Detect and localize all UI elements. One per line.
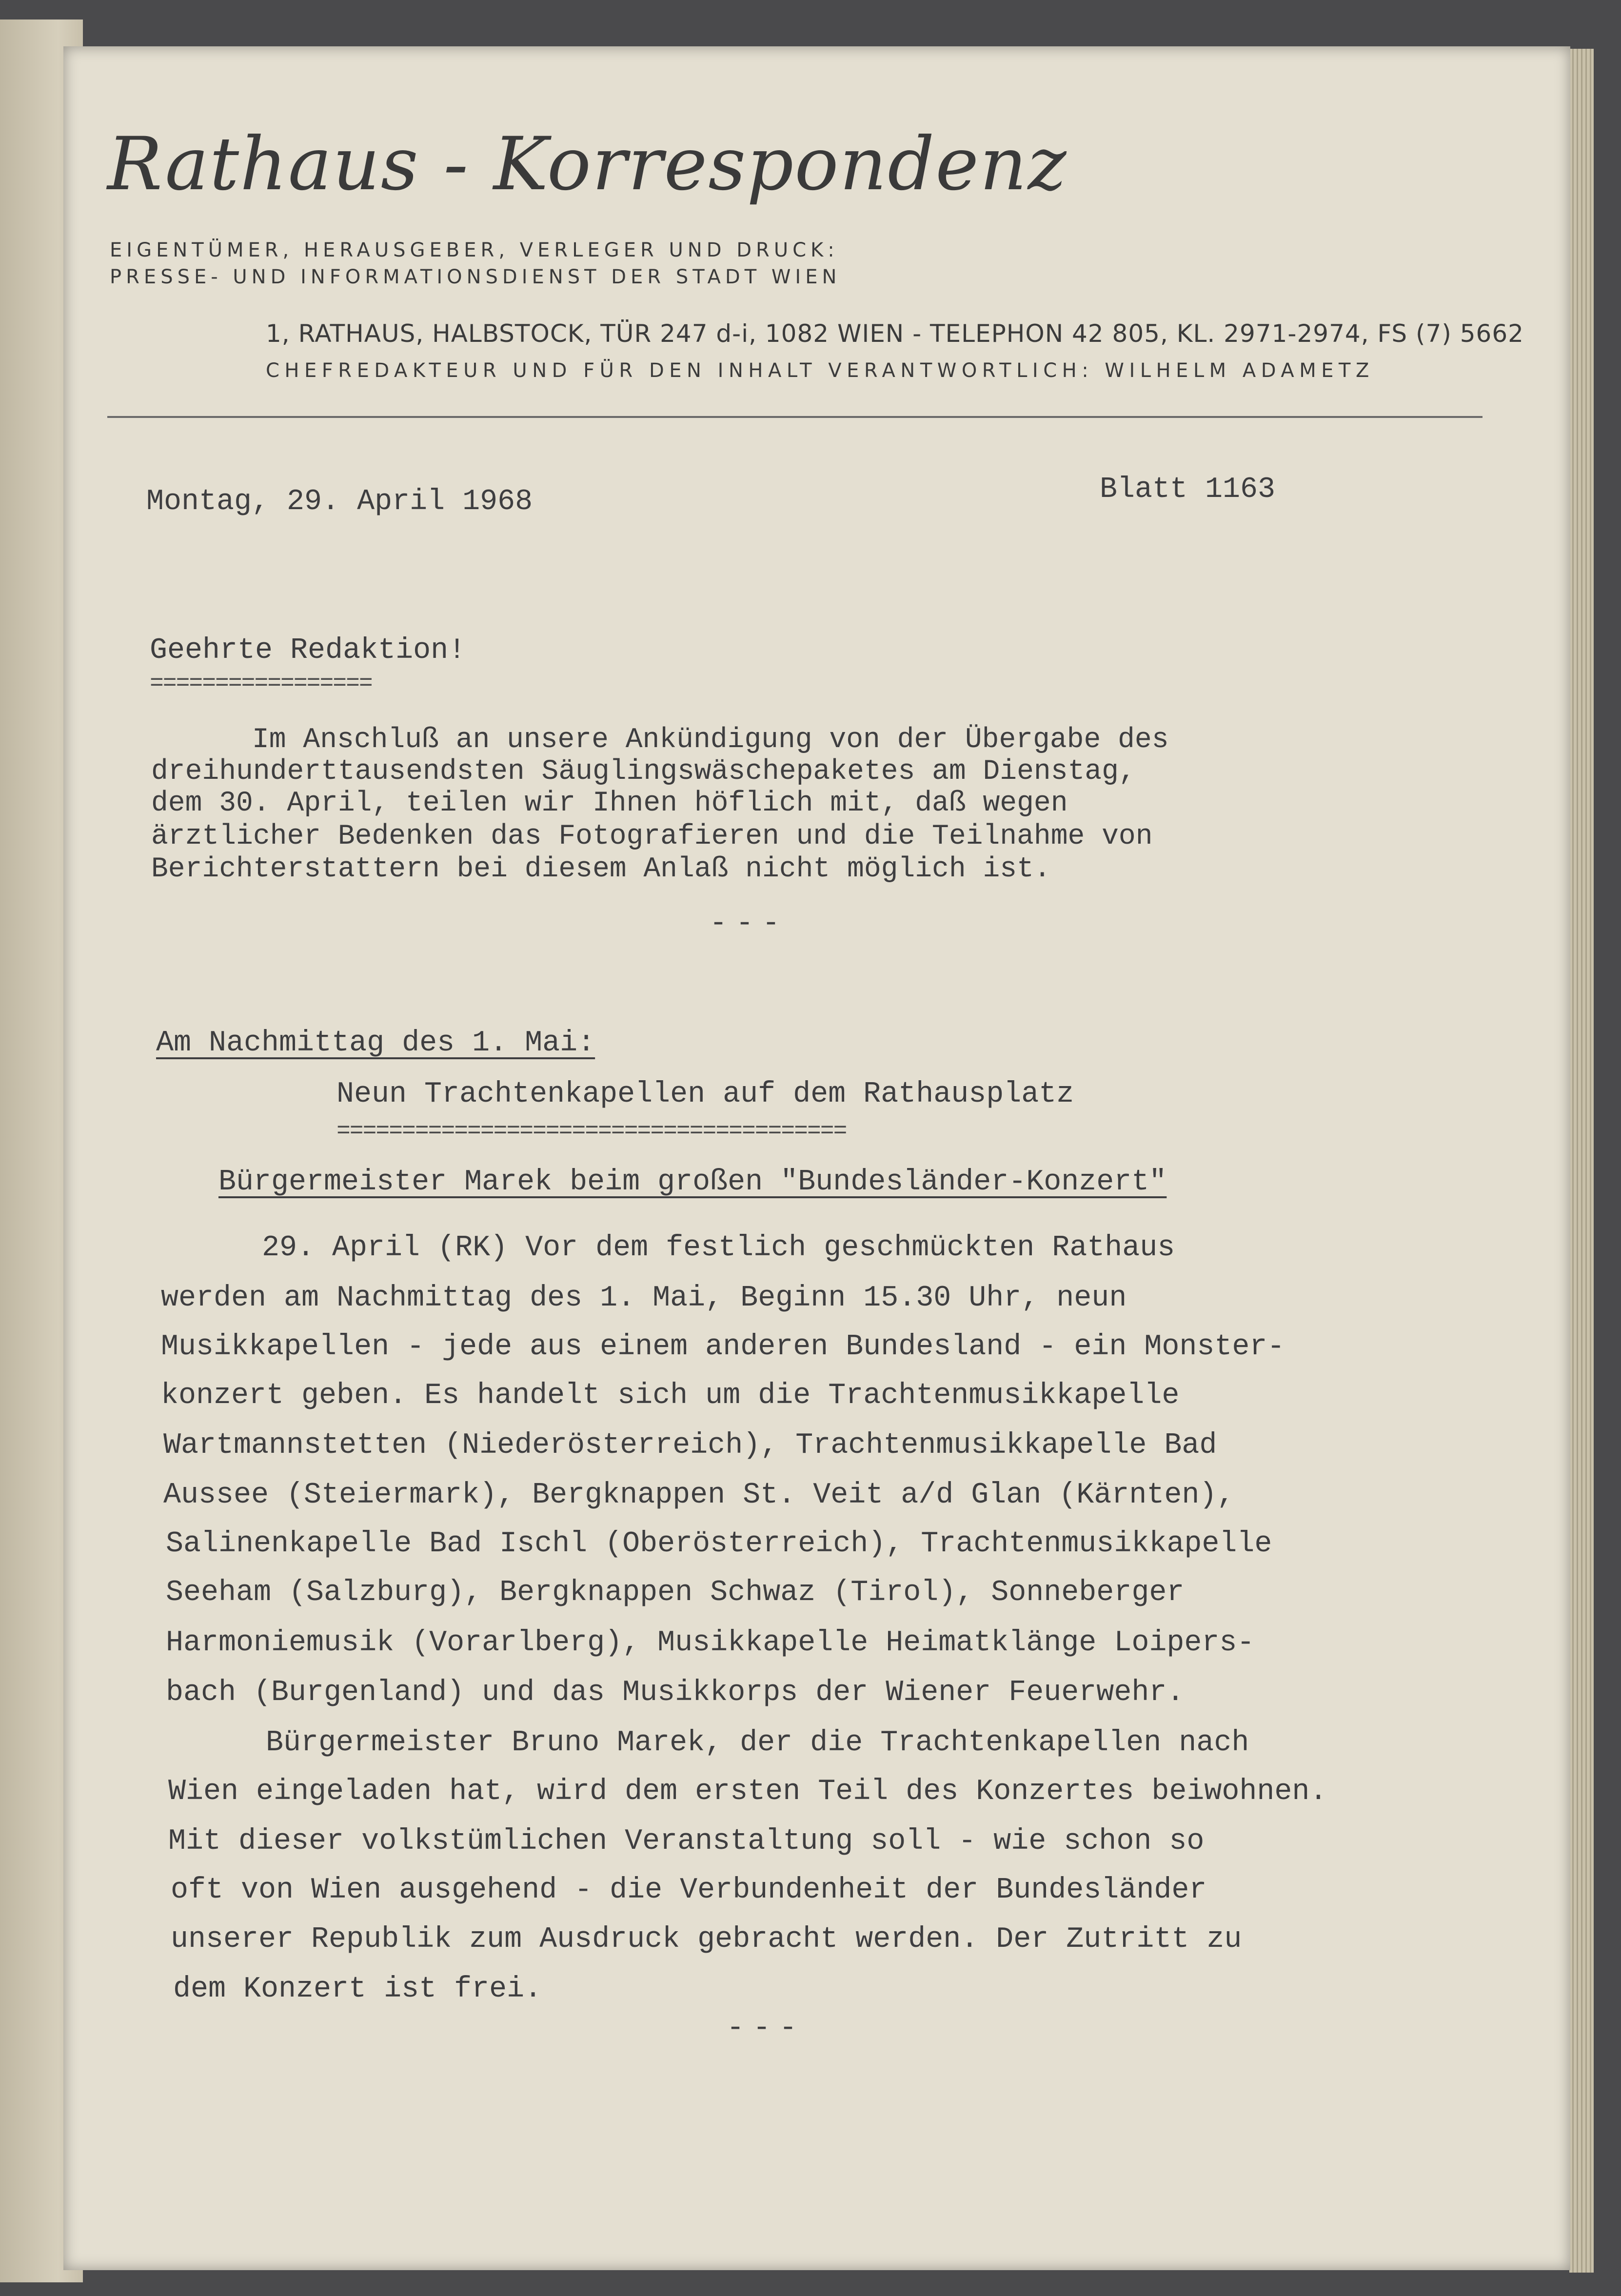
notice-line-3: dem 30. April, teilen wir Ihnen höflich mit, daß wegen	[151, 788, 1068, 819]
notice-line-1: Im Anschluß an unsere Ankündigung von der Übergabe des	[252, 724, 1169, 756]
article-headline: Neun Trachtenkapellen auf dem Rathausplatz	[336, 1078, 1074, 1111]
body-line-11: Bürgermeister Bruno Marek, der die Trachtenkapellen nach	[266, 1726, 1249, 1760]
page-stack-edge	[1569, 49, 1594, 2273]
body-line-14: oft von Wien ausgehend - die Verbundenheit der Bundesländer	[171, 1874, 1207, 1907]
masthead-rule	[107, 416, 1483, 418]
body-line-7: Salinenkapelle Bad Ischl (Oberösterreich), Trachtenmusikkapelle	[166, 1527, 1272, 1561]
body-line-10: bach (Burgenland) und das Musikkorps der Wiener Feuerwehr.	[166, 1676, 1185, 1709]
notice-line-2: dreihunderttausendsten Säuglingswäschepaketes am Dienstag,	[151, 756, 1136, 788]
body-line-4: konzert geben. Es handelt sich um die Trachtenmusikkapelle	[161, 1379, 1180, 1412]
body-line-16: dem Konzert ist frei.	[173, 1973, 542, 2006]
body-line-6: Aussee (Steiermark), Bergknappen St. Veit a/d Glan (Kärnten),	[163, 1479, 1235, 1512]
body-line-8: Seeham (Salzburg), Bergknappen Schwaz (Tirol), Sonneberger	[166, 1576, 1185, 1609]
masthead-address: 1, RATHAUS, HALBSTOCK, TÜR 247 d-i, 1082 WIEN - TELEPHON 42 805, KL. 2971-2974, FS (7) 5662	[266, 319, 1524, 348]
notice-line-4: ärztlicher Bedenken das Fotografieren und die Teilnahme von	[151, 821, 1153, 852]
sheet-number: Blatt 1163	[1100, 473, 1276, 506]
article-separator: ---	[727, 2012, 806, 2045]
body-line-1: 29. April (RK) Vor dem festlich geschmückten Rathaus	[262, 1231, 1175, 1265]
body-line-2: werden am Nachmittag des 1. Mai, Beginn 15.30 Uhr, neun	[161, 1282, 1127, 1315]
salutation-underline: =================	[150, 671, 372, 697]
body-line-15: unserer Republik zum Ausdruck gebracht werden. Der Zutritt zu	[171, 1923, 1242, 1956]
headline-rule: =======================================	[336, 1118, 847, 1145]
masthead-service-line: PRESSE- UND INFORMATIONSDIENST DER STADT WIEN	[110, 266, 841, 288]
body-line-13: Mit dieser volkstümlichen Veranstaltung soll - wie schon so	[168, 1825, 1205, 1858]
salutation: Geehrte Redaktion!	[150, 634, 466, 667]
article-kicker: Am Nachmittag des 1. Mai:	[156, 1027, 595, 1060]
masthead-publisher-line: EIGENTÜMER, HERAUSGEBER, VERLEGER UND DRUCK:	[110, 239, 839, 261]
masthead-title: Rathaus - Korrespondenz	[107, 122, 1067, 207]
notice-separator: ---	[710, 907, 789, 940]
masthead-editor: CHEFREDAKTEUR UND FÜR DEN INHALT VERANTWORTLICH: WILHELM ADAMETZ	[266, 359, 1374, 382]
article-subhead: Bürgermeister Marek beim großen "Bundesländer-Konzert"	[218, 1166, 1167, 1199]
document-date: Montag, 29. April 1968	[146, 485, 533, 518]
body-line-12: Wien eingeladen hat, wird dem ersten Teil des Konzertes beiwohnen.	[168, 1775, 1327, 1808]
body-line-3: Musikkapellen - jede aus einem anderen Bundesland - ein Monster-	[161, 1330, 1285, 1364]
body-line-9: Harmoniemusik (Vorarlberg), Musikkapelle Heimatklänge Loipers-	[166, 1626, 1255, 1660]
body-line-5: Wartmannstetten (Niederösterreich), Trachtenmusikkapelle Bad	[163, 1429, 1217, 1462]
notice-line-5: Berichterstattern bei diesem Anlaß nicht möglich ist.	[151, 853, 1051, 885]
